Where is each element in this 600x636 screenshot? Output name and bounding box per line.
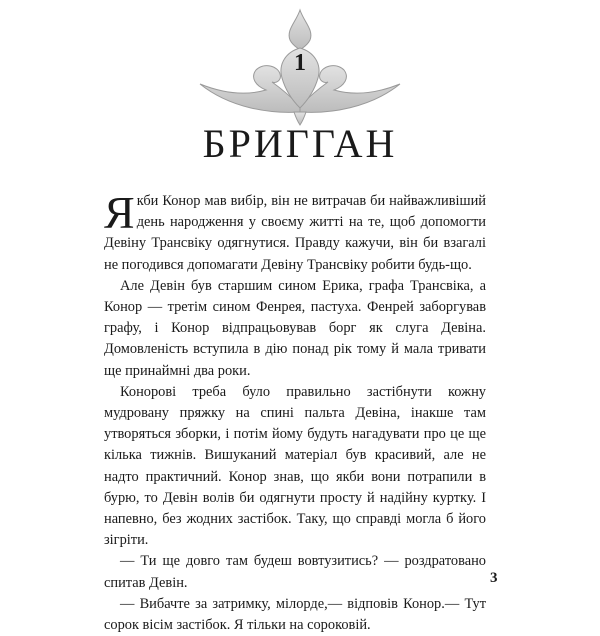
paragraph-1-text: кби Конор мав вибір, він не витрачав би найважливіший день народження у своєму житті на те, щоб допомогти Девіну Трансвіку одягнутися. Правду кажучи, він би взагалі не погодився допомагати Девіну Трансвіку робити будь-що. bbox=[104, 193, 486, 273]
paragraph-4: — Ти ще довго там будеш вовтузитись? — роздратовано спитав Девін. bbox=[104, 553, 486, 591]
chapter-title: БРИГГАН bbox=[202, 121, 398, 166]
drop-cap: Я bbox=[104, 187, 135, 238]
chapter-number: 1 bbox=[294, 50, 306, 76]
chapter-body bbox=[104, 187, 486, 636]
paragraph-1 bbox=[104, 187, 486, 276]
page-number: 3 bbox=[490, 570, 498, 586]
paragraph-3: Конорові треба було правильно застібнути кожну мудровану пряжку на спині пальта Девіна, інакше там утворяться зборки, і потім йому будуть нагадувати про це ще кілька тижнів. Вишуканий матеріал був красивий, але не надто практичний. Конор знав, що якби вони потрапили в бурю, то Девін волів би одягнути просту й надійну куртку. І напевно, без жодних застібок. Таку, що справді могла б його зігріти. bbox=[104, 383, 486, 549]
paragraph-5: — Вибачте за затримку, мілорде,— відповів Конор.— Тут сорок вісім застібок. Я тільки на сороковій. bbox=[104, 595, 486, 634]
paragraph-2: Але Девін був старшим сином Ерика, графа Трансвіка, а Конор — третім сином Фенрея, пастуха. Фенрей заборгував графу, і Конор відпрацьовував борг як слуга Девіна. Домовленість вступила в дію понад рік тому й мала тривати ще принаймні два роки. bbox=[104, 277, 486, 379]
